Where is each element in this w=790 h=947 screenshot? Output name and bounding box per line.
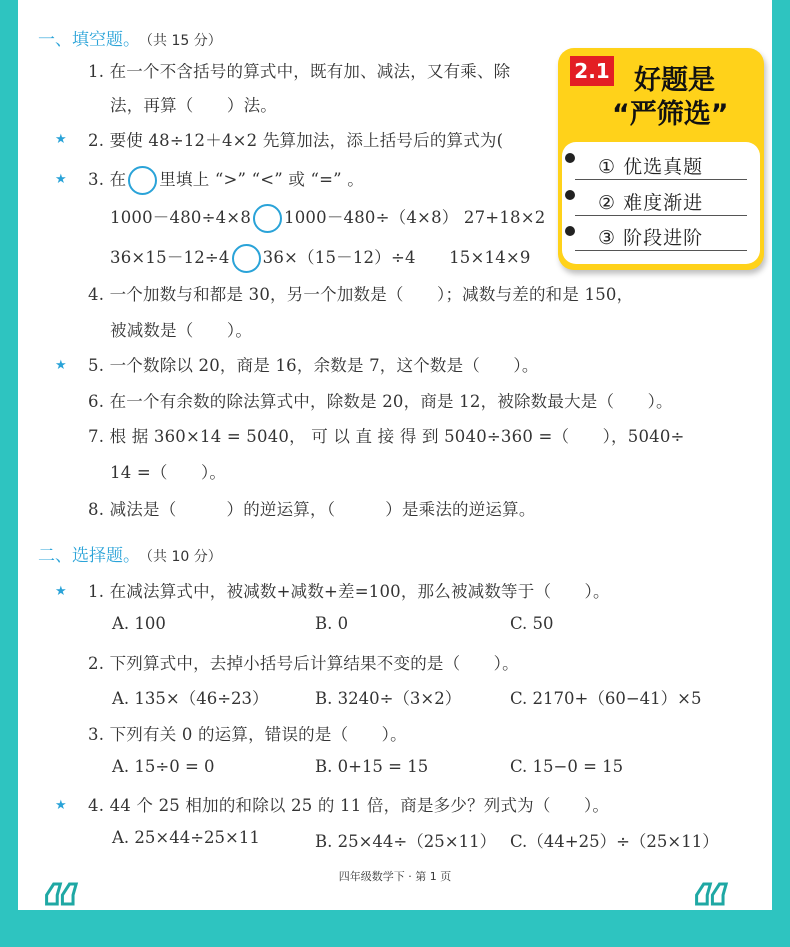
compare-left: 1000－480÷4×8 <box>110 208 252 227</box>
option-b[interactable]: B. 25×44÷（25×11） <box>315 832 497 851</box>
compare-right: 1000－480÷（4×8） 27+18×2 <box>284 208 546 227</box>
compare-right: 36×（15－12）÷4 15×14×9 <box>262 248 531 267</box>
star-icon: ★ <box>55 358 67 373</box>
choice-question-2: 2. 下列算式中，去掉小括号后计算结果不变的是（ ）。 <box>88 654 519 673</box>
option-a[interactable]: A. 100 <box>112 614 166 633</box>
choice-question-4: 4. 44 个 25 相加的和除以 25 的 11 倍，商是多少？列式为（ ）。 <box>88 796 610 815</box>
page-footer: 四年级数学下 · 第 1 页 <box>338 870 452 883</box>
question-1-line-2: 法，再算（ ）法。 <box>110 96 277 115</box>
divider <box>575 179 747 180</box>
question-6: 6. 在一个有余数的除法算式中，除数是 20，商是 12，被除数最大是（ ）。 <box>88 392 673 411</box>
promo-title-line-2: “严筛选” <box>612 99 729 130</box>
ring-bullet-icon <box>565 153 575 163</box>
section-points: （共 10 分） <box>146 549 222 565</box>
star-icon: ★ <box>55 172 67 187</box>
question-7-line-1: 7. 根 据 360×14 = 5040， 可 以 直 接 得 到 5040÷360 =（ ），5040÷ <box>88 427 685 446</box>
question-3-prefix: 3. 在 <box>88 170 127 189</box>
question-5: 5. 一个数除以 20，商是 16，余数是 7，这个数是（ ）。 <box>88 356 539 375</box>
section-fill-in-heading <box>38 25 222 50</box>
option-c[interactable]: C.（44+25）÷（25×11） <box>510 832 719 851</box>
option-c[interactable]: C. 15−0 = 15 <box>510 757 624 776</box>
promo-item-2: ② 难度渐进 <box>598 192 704 214</box>
choice-question-1: 1. 在减法算式中，被减数+减数+差=100，那么被减数等于（ ）。 <box>88 582 610 601</box>
quote-mark-decoration: “ <box>690 873 733 947</box>
question-3-instruction: 里填上 “>” “<” 或 “=” 。 <box>159 170 364 189</box>
question-1-line-1: 1. 在一个不含括号的算式中，既有加、减法，又有乘、除 <box>88 62 511 81</box>
option-c[interactable]: C. 50 <box>510 614 554 633</box>
option-a[interactable]: A. 15÷0 = 0 <box>112 757 215 776</box>
star-icon: ★ <box>55 132 67 147</box>
option-a[interactable]: A. 135×（46÷23） <box>112 689 269 708</box>
option-c[interactable]: C. 2170+（60−41）×5 <box>510 689 702 708</box>
option-b[interactable]: B. 0+15 = 15 <box>315 757 429 776</box>
answer-circle[interactable] <box>232 244 261 273</box>
question-7-line-2: 14 =（ ）。 <box>110 463 227 482</box>
divider <box>575 250 747 251</box>
promo-item-1: ① 优选真题 <box>598 156 704 178</box>
quote-mark-decoration: “ <box>40 873 83 947</box>
section-title: 一、填空题。 <box>38 30 140 50</box>
divider <box>575 215 747 216</box>
option-b[interactable]: B. 0 <box>315 614 349 633</box>
section-choice-heading <box>38 541 222 566</box>
star-icon: ★ <box>55 798 67 813</box>
question-2: 2. 要使 48÷12＋4×2 先算加法，添上括号后的算式为( <box>88 131 504 150</box>
question-4-line-2: 被减数是（ ）。 <box>110 321 253 340</box>
question-4-line-1: 4. 一个加数与和都是 30，另一个加数是（ ）；减数与差的和是 150， <box>88 285 634 304</box>
option-b[interactable]: B. 3240÷（3×2） <box>315 689 462 708</box>
option-a[interactable]: A. 25×44÷25×11 <box>112 828 260 847</box>
promo-badge: 2.1 <box>570 56 614 86</box>
question-3 <box>88 166 364 195</box>
promo-title-line-1: 好题是 <box>634 65 715 96</box>
question-8: 8. 减法是（ ）的逆运算，（ ）是乘法的逆运算。 <box>88 500 536 519</box>
star-icon: ★ <box>55 584 67 599</box>
ring-bullet-icon <box>565 190 575 200</box>
compare-row-2 <box>110 244 531 273</box>
compare-row-1 <box>110 204 545 233</box>
compare-left: 36×15－12÷4 <box>110 248 230 267</box>
answer-circle[interactable] <box>253 204 282 233</box>
section-points: （共 15 分） <box>146 33 222 49</box>
promo-item-3: ③ 阶段进阶 <box>598 227 704 249</box>
answer-circle[interactable] <box>128 166 157 195</box>
choice-question-3: 3. 下列有关 0 的运算，错误的是（ ）。 <box>88 725 407 744</box>
ring-bullet-icon <box>565 226 575 236</box>
section-title: 二、选择题。 <box>38 546 140 566</box>
